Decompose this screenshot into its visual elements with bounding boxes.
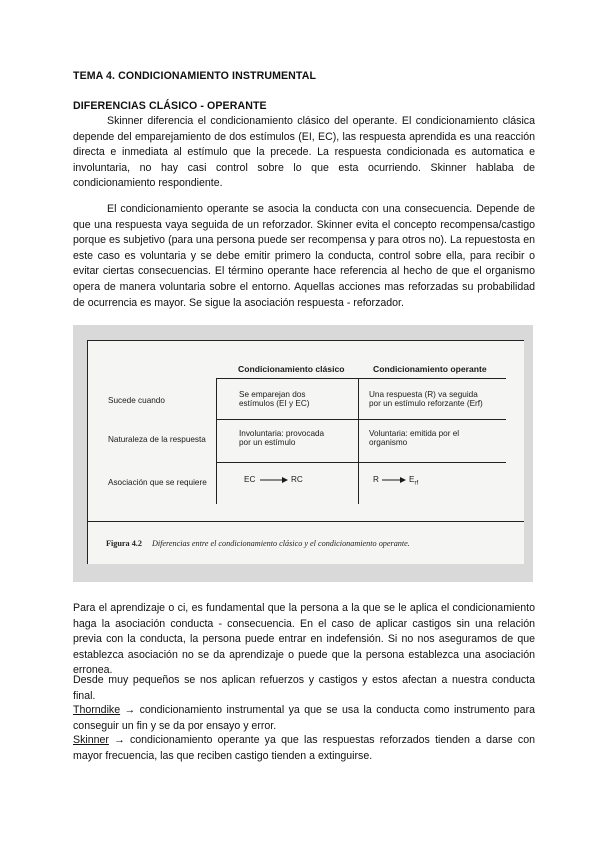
section-heading: DIFERENCIAS CLÁSICO - OPERANTE xyxy=(73,100,267,112)
row-label-when: Sucede cuando xyxy=(108,396,165,405)
paragraph-thorndike xyxy=(73,703,535,734)
reinforcer-subscript: rf xyxy=(414,480,419,487)
document-title: TEMA 4. CONDICIONAMIENTO INSTRUMENTAL xyxy=(73,70,317,82)
table-top-rule xyxy=(216,378,506,379)
figure-caption xyxy=(106,539,410,548)
thorndike-text: → condicionamiento instrumental ya que se usa la conducta como instrumento para conseguir un fin y se da por ensayo y error. xyxy=(73,704,535,732)
caption-rule xyxy=(88,521,524,522)
table-row-rule-2 xyxy=(216,462,506,463)
cell-operant-nature-2: organismo xyxy=(369,438,408,447)
paragraph-early-reinforcement: Desde muy pequeños se nos aplican refuerzos y castigos y estos afectan a nuestra conducta final. xyxy=(73,674,535,702)
figure-comparison-table xyxy=(73,325,533,582)
column-header-classical: Condicionamiento clásico xyxy=(238,364,345,374)
figure-frame xyxy=(87,340,524,564)
skinner-text: → condicionamiento operante ya que las respuestas reforzados tienden a darse con mayor frecuencia, las que reciben castigo tienden a extinguirse. xyxy=(73,734,535,762)
paragraph-skinner xyxy=(73,733,535,764)
thorndike-name: Thorndike xyxy=(73,704,121,716)
paragraph-operant: El condicionamiento operante se asocia la conducta con una consecuencia. Depende de que una respuesta vaya seguida de un reforzador. Skinner evita el concepto recompensa/castigo porque es subjetivo (para una persona puede ser recompensa y para otros no). La repuestosta en este caso es voluntaria y se debe emitir primero la conducta, control sobre ella, para recibir o evitar ciertas consecuencias. El término operante hace referencia al hecho de que el organismo opera de manera voluntaria sobre el entorno. Aquellas acciones mas reforzadas su probabilidad de ocurrencia es mayor. Se sigue la asociación respuesta - reforzador. xyxy=(73,203,535,309)
table-left-rule xyxy=(216,378,217,504)
table-row-rule-1 xyxy=(216,419,506,420)
cell-operant-response: R xyxy=(373,475,379,484)
cell-classical-stimulus: EC xyxy=(244,475,256,484)
cell-operant-reinforcer xyxy=(409,475,418,489)
cell-classical-when-2: estímulos (EI y EC) xyxy=(239,399,310,408)
figure-caption-text: Diferencias entre el condicionamiento clásico y el condicionamiento operante. xyxy=(151,539,410,548)
cell-operant-when-1: Una respuesta (R) va seguida xyxy=(369,390,478,399)
paragraph-classical: Skinner diferencia el condicionamiento clásico del operante. El condicionamiento clásica depende del emparejamiento de dos estímulos (EI, EC), las respuesta aprendida es una reacción directa e inmediata al estímulo que la precede. La respuesta condicionada es automatica e involuntaria, no hay casi control sobre lo que esta ocurriendo. Skinner hablaba de condicionamiento respondiente. xyxy=(73,115,535,190)
reinforcer-letter: E xyxy=(409,475,415,484)
arrow-right-icon xyxy=(259,475,289,485)
cell-operant-when-2: por un estímulo reforzante (Erf) xyxy=(369,399,483,408)
column-header-operant: Condicionamiento operante xyxy=(373,364,487,374)
row-label-nature: Naturaleza de la respuesta xyxy=(108,435,206,444)
arrow-right-icon xyxy=(381,475,407,485)
skinner-name: Skinner xyxy=(73,734,109,746)
cell-classical-nature-2: por un estímulo xyxy=(239,438,296,447)
cell-classical-response: RC xyxy=(291,475,303,484)
cell-classical-when-1: Se emparejan dos xyxy=(239,390,306,399)
cell-classical-nature-1: Involuntaria: provocada xyxy=(239,429,325,438)
paragraph-association: Para el aprendizaje o ci, es fundamental que la persona a la que se le aplica el condicionamiento haga la asociación conducta - consecuencia. En el caso de aplicar castigos sin una relación previa con la conducta, la persona puede entrar en indefensión. Si no nos aseguramos de que establezca asociación no se da aprendizaje o puede que la persona establezca una asociación erronea. xyxy=(73,602,535,677)
row-label-association: Asociación que se requiere xyxy=(108,478,207,487)
cell-operant-nature-1: Voluntaria: emitida por el xyxy=(369,429,460,438)
figure-caption-label: Figura 4.2 xyxy=(106,539,142,548)
table-middle-rule xyxy=(358,378,359,504)
